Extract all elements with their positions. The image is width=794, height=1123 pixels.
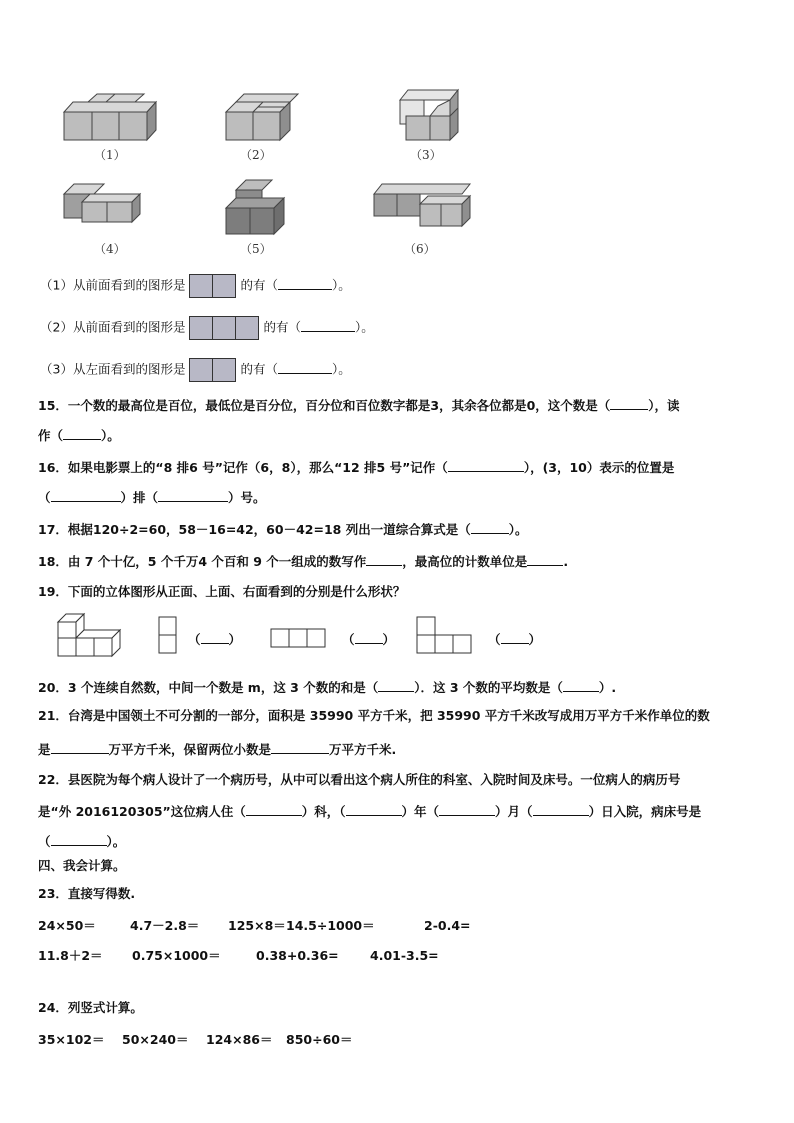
view-shape-two-squares-left [189,358,236,382]
answer-blank[interactable] [51,488,121,502]
q23-expr: 4.7－2.8＝ [130,918,200,933]
q23-title: 23．直接写得数. [38,886,136,901]
answer-blank[interactable] [439,802,495,816]
answer-blank[interactable] [51,832,107,846]
q24-expr: 850÷60＝ [286,1032,353,1047]
q23-expr: 11.8＋2＝ [38,948,103,963]
q23-expr: 0.38+0.36= [256,948,339,963]
q18-line: 18．由 7 个十亿，5 个千万4 个百和 9 个一组成的数写作 ，最高位的计数单位是 . [38,554,569,569]
answer-blank[interactable] [278,276,332,290]
q14-line-3: （3）从左面看到的图形是 的有（ ）。 [40,358,351,382]
cube-figure-5 [222,180,292,236]
view-l-shape [416,616,478,658]
q15-line-1: 15．一个数的最高位是百位，最低位是百分位，百分位和百位数字都是3，其余各位都是0，这个数是（ ），读 [38,398,680,413]
answer-blank[interactable] [51,740,109,754]
q24-expr: 124×86＝ [206,1032,273,1047]
figure-caption-1: （1） [94,148,126,162]
cube-figure-2 [222,92,312,142]
figure-caption-4: （4） [94,242,126,256]
cube-figure-1 [60,92,160,142]
q19-blank-2: （ ） [342,632,396,647]
q22-line-3: （ ）。 [38,834,126,849]
figure-caption-2: （2） [240,148,272,162]
cube-figure-3 [396,86,466,142]
answer-blank[interactable] [448,458,524,472]
q14-line-1: （1）从前面看到的图形是 的有（ ）。 [40,274,351,298]
answer-blank[interactable] [563,678,599,692]
q24-title: 24．列竖式计算。 [38,1000,143,1015]
q23-expr: 2-0.4= [424,918,471,933]
answer-blank[interactable] [527,552,563,566]
answer-blank[interactable] [378,678,414,692]
q22-line-2: 是“外 2016120305”这位病人住（ ）科，（ ）年（ ）月（ ）日入院，病床号是 [38,804,702,819]
answer-blank[interactable] [610,396,648,410]
answer-blank[interactable] [246,802,302,816]
q23-expr: 125×8＝ [228,918,286,933]
q22-line-1: 22．县医院为每个病人设计了一个病历号，从中可以看出这个病人所住的科室、入院时间及床号。一位病人的病历号 [38,772,681,787]
answer-blank[interactable] [63,426,101,440]
q23-expr: 0.75×1000＝ [132,948,221,963]
view-horizontal-three [270,628,330,650]
answer-blank[interactable] [158,488,228,502]
q21-line-2: 是 万平方千米，保留两位小数是 万平方千米. [38,742,397,757]
q23-expr: 24×50＝ [38,918,96,933]
answer-blank[interactable] [201,630,229,644]
q24-expr: 35×102＝ [38,1032,105,1047]
q20-line: 20．3 个连续自然数，中间一个数是 m，这 3 个数的和是（ ）．这 3 个数的平均数是（ ）. [38,680,617,695]
q24-expr: 50×240＝ [122,1032,189,1047]
cube-figure-4 [60,182,140,222]
solid-figure [52,614,124,662]
q14-line-2: （2）从前面看到的图形是 的有（ ）。 [40,316,374,340]
section-heading: 四、我会计算。 [38,858,126,873]
answer-blank[interactable] [271,740,329,754]
answer-blank[interactable] [533,802,589,816]
q23-expr: 14.5÷1000＝ [286,918,375,933]
figure-caption-6: （6） [404,242,436,256]
q19-blank-3: （ ） [488,632,542,647]
q19-title: 19．下面的立体图形从正面、上面、右面看到的分别是什么形状？ [38,584,406,599]
q15-line-2: 作（ ）。 [38,428,120,443]
q23-expr: 4.01-3.5= [370,948,439,963]
q19-blank-1: （ ） [188,632,242,647]
answer-blank[interactable] [301,318,355,332]
q16-line-2: （ ）排（ ）号。 [38,490,266,505]
view-vertical-two [158,616,178,658]
view-shape-two-squares [189,274,236,298]
answer-blank[interactable] [471,520,509,534]
q21-line-1: 21．台湾是中国领土不可分割的一部分，面积是 35990 平方千米，把 35990 平方千米改写成用万平方千米作单位的数 [38,708,710,723]
answer-blank[interactable] [366,552,402,566]
answer-blank[interactable] [501,630,529,644]
figure-caption-3: （3） [410,148,442,162]
q17-line: 17．根据120÷2=60，58－16=42，60－42=18 列出一道综合算式是（ ）。 [38,522,528,537]
q16-line-1: 16．如果电影票上的“8 排6 号”记作（6，8），那么“12 排5 号”记作（ ），(3，10）表示的位置是 [38,460,675,475]
answer-blank[interactable] [346,802,402,816]
view-shape-three-squares [189,316,259,340]
cube-figure-6 [370,182,480,228]
figure-caption-5: （5） [240,242,272,256]
answer-blank[interactable] [278,360,332,374]
answer-blank[interactable] [355,630,383,644]
